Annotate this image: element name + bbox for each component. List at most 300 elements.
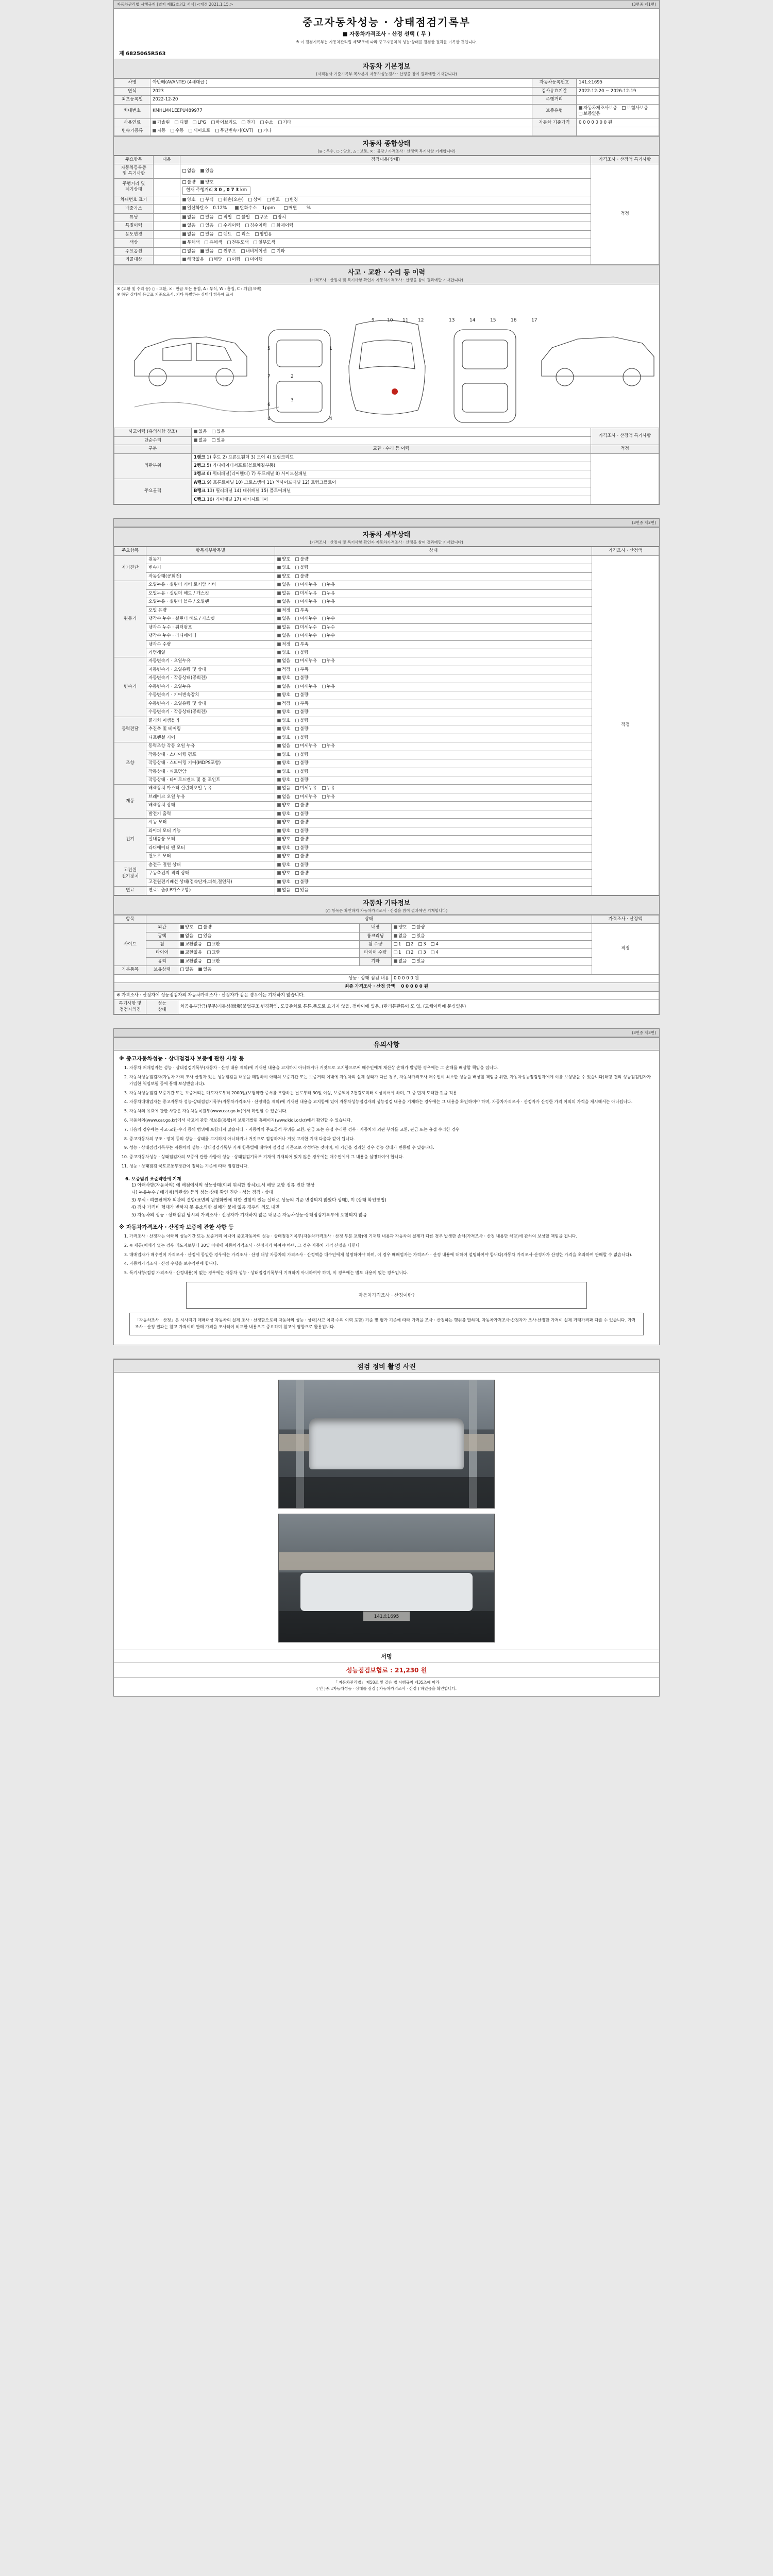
- state-good[interactable]: 양호: [277, 845, 290, 851]
- state-good[interactable]: 양호: [277, 675, 290, 681]
- state-nochange[interactable]: 교환없음: [180, 942, 202, 947]
- state-none[interactable]: 없음: [180, 934, 193, 939]
- vin-opt-3[interactable]: 상이: [248, 197, 261, 203]
- checkbox-icon[interactable]: [322, 591, 326, 595]
- checkbox-icon[interactable]: [277, 583, 281, 586]
- checkbox-icon[interactable]: [322, 600, 326, 603]
- state-none[interactable]: 없음: [277, 591, 290, 597]
- checkbox-icon[interactable]: [277, 608, 281, 612]
- checkbox-icon[interactable]: [255, 232, 259, 236]
- checkbox-icon[interactable]: [295, 693, 299, 697]
- checkbox-icon[interactable]: [277, 702, 281, 705]
- state-yes[interactable]: 있음: [412, 934, 425, 939]
- checkbox-icon[interactable]: [200, 249, 204, 253]
- checkbox-icon[interactable]: [255, 215, 259, 219]
- simple-yes[interactable]: 있음: [212, 438, 225, 444]
- fuel-option-1[interactable]: 디젤: [175, 120, 188, 126]
- checkbox-icon[interactable]: [295, 702, 299, 705]
- checkbox-icon[interactable]: [295, 803, 299, 807]
- state-leak[interactable]: 누유: [322, 743, 335, 749]
- state-none[interactable]: 없음: [277, 658, 290, 664]
- checkbox-icon[interactable]: [277, 642, 281, 646]
- checkbox-icon[interactable]: [394, 959, 397, 963]
- state-good[interactable]: 양호: [277, 574, 290, 580]
- tuning-legal[interactable]: 적법: [219, 215, 231, 221]
- checkbox-icon[interactable]: [200, 180, 204, 184]
- state-bad[interactable]: 불량: [295, 692, 308, 698]
- checkbox-icon[interactable]: [295, 837, 299, 841]
- option-navigation[interactable]: 내비게이션: [241, 249, 267, 255]
- state-good[interactable]: 양호: [277, 811, 290, 817]
- state-minor[interactable]: 미세누수: [295, 625, 317, 631]
- checkbox-icon[interactable]: [295, 710, 299, 714]
- checkbox-icon[interactable]: [254, 241, 257, 244]
- state-good[interactable]: 양호: [277, 650, 290, 656]
- tuning-illegal[interactable]: 불법: [237, 215, 249, 221]
- emission-smoke[interactable]: 매연 %: [284, 206, 319, 212]
- checkbox-icon[interactable]: [295, 617, 299, 620]
- checkbox-icon[interactable]: [212, 430, 215, 433]
- state-good[interactable]: 양호: [277, 769, 290, 775]
- special-fire[interactable]: 화재이력: [272, 223, 293, 229]
- state-bad[interactable]: 불량: [295, 752, 308, 758]
- checkbox-icon[interactable]: [284, 206, 288, 210]
- checkbox-icon[interactable]: [272, 249, 275, 253]
- checkbox-icon[interactable]: [622, 106, 626, 110]
- state-bad[interactable]: 불량: [295, 811, 308, 817]
- trans-option-0[interactable]: 자동: [153, 128, 165, 134]
- opt-good[interactable]: 양호: [200, 180, 213, 185]
- checkbox-icon[interactable]: [295, 863, 299, 867]
- checkbox-icon[interactable]: [295, 736, 299, 739]
- state-leak[interactable]: 누수: [322, 633, 335, 639]
- checkbox-icon[interactable]: [285, 198, 289, 201]
- checkbox-icon[interactable]: [182, 198, 186, 201]
- checkbox-icon[interactable]: [322, 617, 326, 620]
- checkbox-icon[interactable]: [277, 574, 281, 578]
- state-none[interactable]: 없음: [277, 582, 290, 588]
- state-yes[interactable]: 있음: [295, 888, 308, 893]
- vin-opt-4[interactable]: 변조: [267, 197, 280, 203]
- checkbox-icon[interactable]: [579, 112, 582, 115]
- checkbox-icon[interactable]: [209, 258, 213, 261]
- checkbox-icon[interactable]: [295, 685, 299, 688]
- usechange-lease[interactable]: 리스: [237, 232, 249, 238]
- checkbox-icon[interactable]: [277, 803, 281, 807]
- opt-bad[interactable]: 불량: [182, 180, 195, 185]
- state-good[interactable]: 양호: [277, 692, 290, 698]
- state-good[interactable]: 양호: [277, 803, 290, 808]
- checkbox-icon[interactable]: [295, 659, 299, 663]
- checkbox-icon[interactable]: [182, 215, 186, 219]
- tire-qty-1[interactable]: 1: [394, 950, 401, 956]
- checkbox-icon[interactable]: [278, 121, 282, 124]
- checkbox-icon[interactable]: [215, 129, 219, 132]
- tire-qty-4[interactable]: 4: [431, 950, 438, 956]
- checkbox-icon[interactable]: [180, 951, 184, 954]
- checkbox-icon[interactable]: [219, 224, 222, 227]
- checkbox-icon[interactable]: [277, 600, 281, 603]
- special-flood[interactable]: 침수이력: [245, 223, 267, 229]
- checkbox-icon[interactable]: [295, 770, 299, 773]
- tuning-structure[interactable]: 구조: [255, 215, 268, 221]
- state-nochange[interactable]: 교환없음: [180, 950, 202, 956]
- state-short[interactable]: 부족: [295, 608, 308, 614]
- state-bad[interactable]: 불량: [412, 925, 425, 930]
- checkbox-icon[interactable]: [277, 846, 281, 850]
- checkbox-icon[interactable]: [277, 617, 281, 620]
- checkbox-icon[interactable]: [295, 625, 299, 629]
- state-none[interactable]: 없음: [180, 967, 193, 973]
- checkbox-icon[interactable]: [277, 727, 281, 731]
- state-bad[interactable]: 불량: [295, 828, 308, 834]
- wheel-qty-2[interactable]: 2: [406, 942, 413, 947]
- state-none[interactable]: 없음: [277, 616, 290, 622]
- state-bad[interactable]: 불량: [295, 820, 308, 825]
- state-none[interactable]: 없음: [277, 633, 290, 639]
- checkbox-icon[interactable]: [418, 942, 422, 946]
- checkbox-icon[interactable]: [295, 888, 299, 892]
- state-good[interactable]: 양호: [180, 925, 193, 930]
- checkbox-icon[interactable]: [180, 934, 184, 938]
- state-yes[interactable]: 있음: [198, 934, 211, 939]
- state-change[interactable]: 교환: [207, 950, 220, 956]
- state-good[interactable]: 양호: [277, 879, 290, 885]
- checkbox-icon[interactable]: [295, 854, 299, 858]
- state-minor[interactable]: 미세누유: [295, 658, 317, 664]
- checkbox-icon[interactable]: [200, 198, 204, 201]
- state-none[interactable]: 없음: [277, 625, 290, 631]
- opt-yes[interactable]: 있음: [200, 168, 213, 174]
- photo-underbody[interactable]: [278, 1380, 495, 1509]
- tuning-yes[interactable]: 있음: [200, 215, 213, 221]
- checkbox-icon[interactable]: [394, 951, 397, 954]
- state-leak[interactable]: 누유: [322, 794, 335, 800]
- checkbox-icon[interactable]: [406, 951, 410, 954]
- state-minor[interactable]: 미세누유: [295, 786, 317, 791]
- option-etc[interactable]: 기타: [272, 249, 284, 255]
- trans-option-1[interactable]: 수동: [171, 128, 183, 134]
- state-short[interactable]: 부족: [295, 701, 308, 707]
- state-bad[interactable]: 불량: [295, 769, 308, 775]
- checkbox-icon[interactable]: [295, 566, 299, 569]
- checkbox-icon[interactable]: [207, 942, 211, 946]
- checkbox-icon[interactable]: [295, 608, 299, 612]
- fuel-option-4[interactable]: 전기: [242, 120, 255, 126]
- checkbox-icon[interactable]: [277, 761, 281, 765]
- vin-opt-1[interactable]: 부식: [200, 197, 213, 203]
- special-repair[interactable]: 수리이력: [219, 223, 240, 229]
- vin-opt-2[interactable]: 훼손(오손): [219, 197, 243, 203]
- checkbox-icon[interactable]: [198, 968, 202, 971]
- checkbox-icon[interactable]: [295, 676, 299, 680]
- state-good[interactable]: 양호: [277, 828, 290, 834]
- checkbox-icon[interactable]: [258, 129, 262, 132]
- checkbox-icon[interactable]: [295, 583, 299, 586]
- state-none[interactable]: 없음: [277, 743, 290, 749]
- checkbox-icon[interactable]: [277, 566, 281, 569]
- wheel-qty-1[interactable]: 1: [394, 942, 401, 947]
- state-good[interactable]: 양호: [277, 820, 290, 825]
- recall-yes[interactable]: 해당: [209, 257, 222, 263]
- wheel-qty-4[interactable]: 4: [431, 942, 438, 947]
- state-none[interactable]: 없음: [277, 599, 290, 605]
- checkbox-icon[interactable]: [277, 863, 281, 867]
- checkbox-icon[interactable]: [245, 258, 249, 261]
- color-achromatic[interactable]: 무채색: [182, 240, 200, 246]
- checkbox-icon[interactable]: [295, 719, 299, 722]
- checkbox-icon[interactable]: [267, 198, 271, 201]
- checkbox-icon[interactable]: [182, 241, 186, 244]
- checkbox-icon[interactable]: [406, 942, 410, 946]
- state-bad[interactable]: 불량: [295, 718, 308, 724]
- trans-option-3[interactable]: 무단변속기(CVT): [215, 128, 254, 134]
- state-none[interactable]: 없음: [394, 959, 407, 964]
- state-change[interactable]: 교환: [207, 942, 220, 947]
- checkbox-icon[interactable]: [277, 736, 281, 739]
- fuel-option-5[interactable]: 수소: [260, 120, 273, 126]
- checkbox-icon[interactable]: [277, 591, 281, 595]
- accident-yes[interactable]: 있음: [212, 429, 225, 435]
- checkbox-icon[interactable]: [272, 224, 275, 227]
- trans-option-4[interactable]: 기타: [258, 128, 271, 134]
- checkbox-icon[interactable]: [418, 951, 422, 954]
- color-partial-repaint[interactable]: 일부도색: [254, 240, 275, 246]
- state-proper[interactable]: 적정: [277, 642, 290, 648]
- checkbox-icon[interactable]: [322, 744, 326, 748]
- state-minor[interactable]: 미세누유: [295, 591, 317, 597]
- checkbox-icon[interactable]: [322, 659, 326, 663]
- state-leak[interactable]: 누유: [322, 658, 335, 664]
- checkbox-icon[interactable]: [211, 121, 215, 124]
- state-minor[interactable]: 미세누유: [295, 582, 317, 588]
- fuel-option-0[interactable]: 가솔린: [153, 120, 170, 126]
- checkbox-icon[interactable]: [295, 871, 299, 875]
- state-good[interactable]: 양호: [277, 565, 290, 571]
- wheel-qty-3[interactable]: 3: [418, 942, 426, 947]
- state-minor[interactable]: 미세누수: [295, 633, 317, 639]
- checkbox-icon[interactable]: [277, 753, 281, 756]
- state-bad[interactable]: 불량: [295, 709, 308, 715]
- state-none[interactable]: 없음: [277, 684, 290, 690]
- fuel-option-6[interactable]: 기타: [278, 120, 291, 126]
- emission-co[interactable]: 일산화탄소 0.12%: [182, 206, 230, 212]
- checkbox-icon[interactable]: [322, 795, 326, 799]
- state-good[interactable]: 양호: [277, 709, 290, 715]
- checkbox-icon[interactable]: [227, 258, 231, 261]
- checkbox-icon[interactable]: [198, 925, 202, 929]
- checkbox-icon[interactable]: [180, 925, 184, 929]
- option-yes[interactable]: 있음: [200, 249, 213, 255]
- state-good[interactable]: 양호: [277, 837, 290, 842]
- checkbox-icon[interactable]: [295, 634, 299, 637]
- state-minor[interactable]: 미세누유: [295, 743, 317, 749]
- checkbox-icon[interactable]: [277, 829, 281, 833]
- state-good[interactable]: 양호: [277, 735, 290, 741]
- opt-none[interactable]: 없음: [182, 168, 195, 174]
- option-none[interactable]: 없음: [182, 249, 195, 255]
- checkbox-icon[interactable]: [277, 625, 281, 629]
- checkbox-icon[interactable]: [205, 241, 208, 244]
- vin-opt-5[interactable]: 변경: [285, 197, 298, 203]
- checkbox-icon[interactable]: [295, 642, 299, 646]
- state-bad[interactable]: 불량: [295, 675, 308, 681]
- usechange-biz[interactable]: 영업용: [255, 232, 273, 238]
- state-proper[interactable]: 적정: [277, 608, 290, 614]
- checkbox-icon[interactable]: [277, 710, 281, 714]
- checkbox-icon[interactable]: [412, 925, 415, 929]
- checkbox-icon[interactable]: [295, 574, 299, 578]
- checkbox-icon[interactable]: [277, 888, 281, 892]
- state-good[interactable]: 양호: [277, 752, 290, 758]
- checkbox-icon[interactable]: [194, 438, 197, 442]
- tuning-device[interactable]: 장치: [273, 215, 286, 221]
- checkbox-icon[interactable]: [182, 206, 186, 210]
- checkbox-icon[interactable]: [277, 659, 281, 663]
- state-good[interactable]: 양호: [277, 777, 290, 783]
- checkbox-icon[interactable]: [322, 786, 326, 790]
- state-minor[interactable]: 미세누유: [295, 599, 317, 605]
- checkbox-icon[interactable]: [277, 786, 281, 790]
- state-yes[interactable]: 있음: [198, 967, 211, 973]
- checkbox-icon[interactable]: [200, 232, 204, 236]
- state-good[interactable]: 양호: [277, 557, 290, 563]
- state-bad[interactable]: 불량: [295, 862, 308, 868]
- checkbox-icon[interactable]: [237, 215, 240, 219]
- state-minor[interactable]: 미세누유: [295, 794, 317, 800]
- state-good[interactable]: 양호: [277, 760, 290, 766]
- checkbox-icon[interactable]: [194, 430, 197, 433]
- checkbox-icon[interactable]: [175, 121, 178, 124]
- signature-box[interactable]: [186, 1282, 587, 1309]
- recall-na[interactable]: 해당없음: [182, 257, 204, 263]
- usechange-yes[interactable]: 있음: [200, 232, 213, 238]
- checkbox-icon[interactable]: [295, 786, 299, 790]
- checkbox-icon[interactable]: [227, 241, 231, 244]
- checkbox-icon[interactable]: [277, 651, 281, 654]
- checkbox-icon[interactable]: [193, 121, 196, 124]
- checkbox-icon[interactable]: [295, 812, 299, 816]
- checkbox-icon[interactable]: [394, 925, 397, 929]
- special-yes[interactable]: 있음: [200, 223, 213, 229]
- state-bad[interactable]: 불량: [295, 726, 308, 732]
- state-bad[interactable]: 불량: [295, 837, 308, 842]
- state-leak[interactable]: 누수: [322, 625, 335, 631]
- checkbox-icon[interactable]: [295, 600, 299, 603]
- state-leak[interactable]: 누유: [322, 582, 335, 588]
- checkbox-icon[interactable]: [394, 934, 397, 938]
- checkbox-icon[interactable]: [235, 206, 239, 210]
- state-bad[interactable]: 불량: [295, 735, 308, 741]
- warranty-option-1[interactable]: 보험사보증: [622, 106, 648, 111]
- state-leak[interactable]: 누수: [322, 616, 335, 622]
- checkbox-icon[interactable]: [412, 934, 415, 938]
- trans-option-2[interactable]: 세미오토: [189, 128, 210, 134]
- accident-none[interactable]: 없음: [194, 429, 207, 435]
- checkbox-icon[interactable]: [295, 753, 299, 756]
- checkbox-icon[interactable]: [180, 942, 184, 946]
- warranty-option-0[interactable]: 자동차제조사보증: [579, 106, 617, 111]
- checkbox-icon[interactable]: [180, 959, 184, 963]
- checkbox-icon[interactable]: [241, 249, 245, 253]
- checkbox-icon[interactable]: [277, 557, 281, 561]
- checkbox-icon[interactable]: [322, 634, 326, 637]
- state-proper[interactable]: 적정: [277, 701, 290, 707]
- checkbox-icon[interactable]: [277, 685, 281, 688]
- checkbox-icon[interactable]: [153, 121, 156, 124]
- state-minor[interactable]: 미세누유: [295, 684, 317, 690]
- tire-qty-3[interactable]: 3: [418, 950, 426, 956]
- checkbox-icon[interactable]: [207, 959, 211, 963]
- state-none[interactable]: 없음: [277, 888, 290, 893]
- checkbox-icon[interactable]: [295, 744, 299, 748]
- state-good[interactable]: 양호: [277, 718, 290, 724]
- checkbox-icon[interactable]: [180, 968, 184, 971]
- state-short[interactable]: 부족: [295, 642, 308, 648]
- state-leak[interactable]: 누유: [322, 599, 335, 605]
- state-good[interactable]: 양호: [394, 925, 407, 930]
- checkbox-icon[interactable]: [277, 871, 281, 875]
- vin-opt-0[interactable]: 양호: [182, 197, 195, 203]
- emission-hc[interactable]: 탄화수소 1ppm: [235, 206, 279, 212]
- state-bad[interactable]: 불량: [295, 854, 308, 859]
- checkbox-icon[interactable]: [182, 180, 186, 184]
- checkbox-icon[interactable]: [295, 795, 299, 799]
- recall-done[interactable]: 이행: [227, 257, 240, 263]
- checkbox-icon[interactable]: [273, 215, 277, 219]
- checkbox-icon[interactable]: [242, 121, 245, 124]
- checkbox-icon[interactable]: [182, 258, 186, 261]
- state-leak[interactable]: 누유: [322, 786, 335, 791]
- state-bad[interactable]: 불량: [295, 777, 308, 783]
- checkbox-icon[interactable]: [237, 232, 240, 236]
- checkbox-icon[interactable]: [182, 169, 186, 173]
- checkbox-icon[interactable]: [295, 761, 299, 765]
- state-yes[interactable]: 있음: [412, 959, 425, 964]
- state-leak[interactable]: 누유: [322, 684, 335, 690]
- checkbox-icon[interactable]: [295, 820, 299, 824]
- state-good[interactable]: 양호: [277, 871, 290, 876]
- state-bad[interactable]: 불량: [295, 574, 308, 580]
- checkbox-icon[interactable]: [412, 959, 415, 963]
- option-sunroof[interactable]: 썬루프: [219, 249, 236, 255]
- fuel-option-2[interactable]: LPG: [193, 120, 206, 126]
- state-good[interactable]: 양호: [277, 726, 290, 732]
- state-none[interactable]: 없음: [277, 794, 290, 800]
- state-leak[interactable]: 누유: [322, 591, 335, 597]
- checkbox-icon[interactable]: [295, 668, 299, 671]
- state-bad[interactable]: 불량: [295, 565, 308, 571]
- warranty-option-2[interactable]: 보증없음: [579, 111, 600, 117]
- fuel-option-3[interactable]: 하이브리드: [211, 120, 237, 126]
- state-good[interactable]: 양호: [277, 862, 290, 868]
- state-short[interactable]: 부족: [295, 667, 308, 673]
- tuning-none[interactable]: 없음: [182, 215, 195, 221]
- checkbox-icon[interactable]: [207, 951, 211, 954]
- checkbox-icon[interactable]: [189, 129, 192, 132]
- checkbox-icon[interactable]: [295, 829, 299, 833]
- checkbox-icon[interactable]: [277, 812, 281, 816]
- state-bad[interactable]: 불량: [295, 650, 308, 656]
- state-none[interactable]: 없음: [277, 786, 290, 791]
- color-chromatic[interactable]: 유채색: [205, 240, 222, 246]
- checkbox-icon[interactable]: [277, 837, 281, 841]
- checkbox-icon[interactable]: [277, 719, 281, 722]
- checkbox-icon[interactable]: [322, 583, 326, 586]
- state-change[interactable]: 교환: [207, 959, 220, 964]
- checkbox-icon[interactable]: [198, 934, 202, 938]
- checkbox-icon[interactable]: [153, 129, 156, 132]
